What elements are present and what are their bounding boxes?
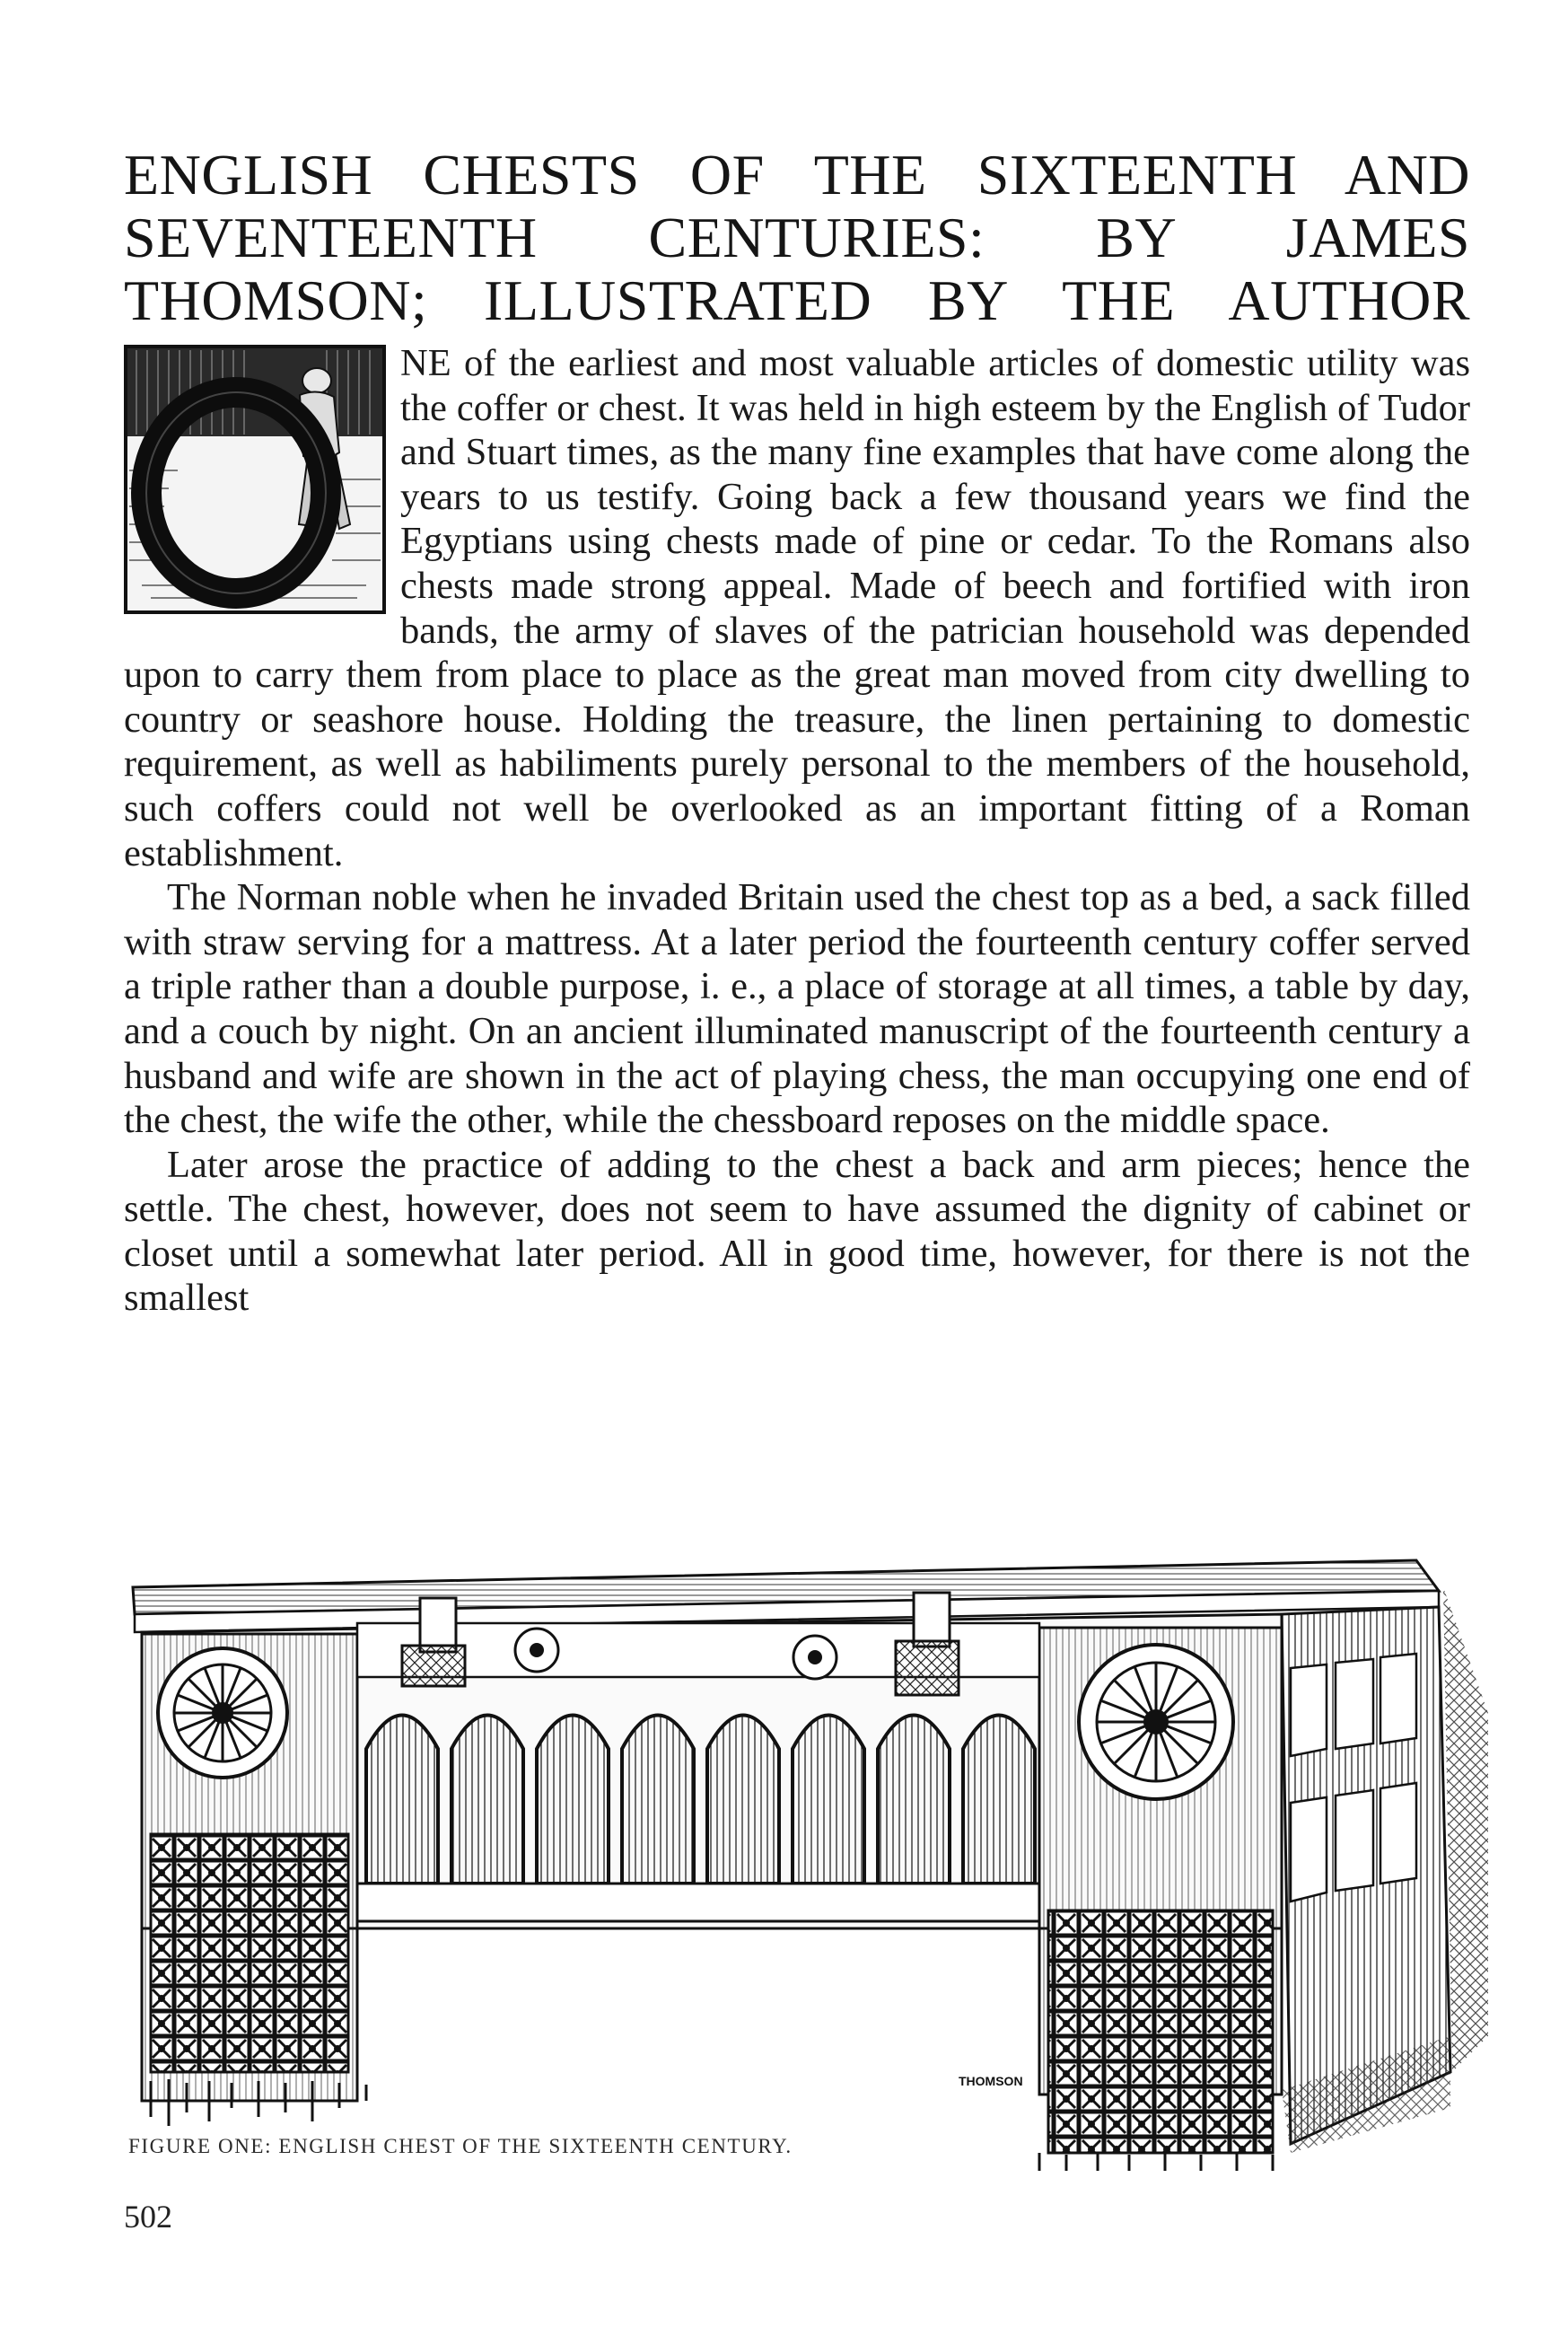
article-body — [124, 341, 1470, 1321]
artist-signature: THOMSON — [959, 2074, 1023, 2088]
title-line-3: THOMSON; ILLUSTRATED BY THE AUTHOR — [124, 268, 1470, 332]
paragraph-3: Later arose the practice of adding to the chest a back and arm pieces; hence the settle. The chest, however, does not seem to have assumed the dignity of cabinet or closet until a somewhat later period. All in good time, however, for there is not the smallest — [124, 1143, 1470, 1320]
chest-illustration — [124, 1533, 1488, 2171]
paragraph-1: NE of the earliest and most valuable articles of domestic utility was the coffer or chest. It was held in high esteem by the English of Tudor and Stuart times, as the many fine examples that have come along the years to us testify. Going back a few thousand years we find the Egyptians using chests made of pine or cedar. To the Romans also chests made strong appeal. Made of beech and fortified with iron bands, the army of slaves of the patrician household was depended upon to carry them from place to place as the great man moved from city dwelling to country or seashore house. Holding the treasure, the linen pertaining to domestic requirement, as well as habiliments purely personal to the members of the household, such coffers could not well be overlooked as an important fitting of a Roman establishment. — [124, 342, 1470, 874]
article-title — [124, 144, 1470, 332]
drop-cap-illustration — [124, 345, 386, 614]
figure-caption: FIGURE ONE: ENGLISH CHEST OF THE SIXTEENTH CENTURY. — [128, 2135, 793, 2157]
paragraph-2: The Norman noble when he invaded Britain used the chest top as a bed, a sack filled with straw serving for a mattress. At a later period the fourteenth century coffer served a triple rather than a double purpose, i. e., a place of storage at all times, a table by day, and a couch by night. On an ancient illuminated manuscript of the fourteenth century a husband and wife are shown in the act of playing chess, the man occupying one end of the chest, the wife the other, while the chessboard reposes on the middle space. — [124, 876, 1470, 1142]
title-line-1: ENGLISH CHESTS OF THE SIXTEENTH AND — [124, 143, 1470, 206]
page-number: 502 — [124, 2199, 172, 2235]
title-line-2: SEVENTEENTH CENTURIES: BY JAMES — [124, 206, 1470, 269]
